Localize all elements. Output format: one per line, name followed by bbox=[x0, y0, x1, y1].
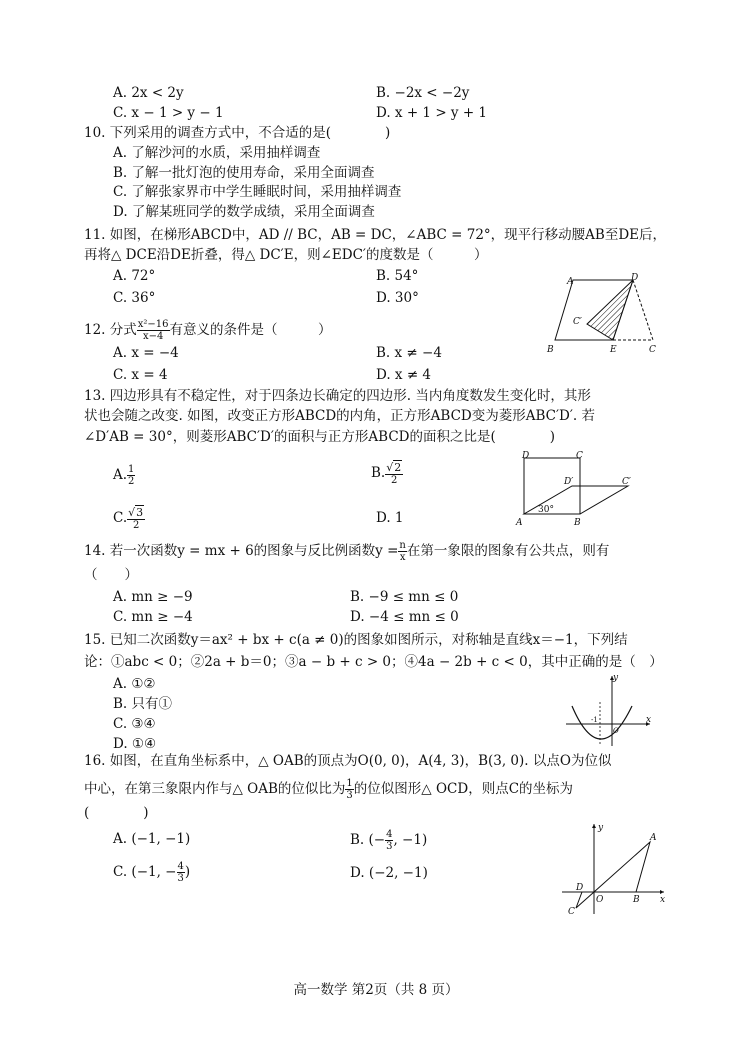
label-c-prime: C′ bbox=[573, 317, 582, 327]
label-c: C bbox=[576, 451, 583, 461]
label-minus-one: -1 bbox=[591, 716, 598, 724]
q13-option-c-num: √3 bbox=[128, 505, 144, 519]
q11-stem-line1: 11. 如图，在梯形ABCD中，AD // BC，AB = DC，∠ABC = 72°，现平行移动腰AB至DE后， bbox=[84, 227, 667, 243]
q15-option-d: D. ①④ bbox=[113, 736, 157, 752]
q16-ratio-num: 1 bbox=[346, 778, 353, 789]
q10-option-d: D. 了解某班同学的数学成绩，采用全面调查 bbox=[113, 204, 375, 220]
q12-stem-pre: 12. 分式 bbox=[84, 322, 137, 338]
q13-option-b-den: 2 bbox=[391, 474, 398, 486]
q16-option-c-frac bbox=[177, 861, 185, 884]
q12-option-b: B. x ≠ −4 bbox=[376, 345, 442, 361]
q16-stem-line1: 16. 如图，在直角坐标系中，△ OAB的顶点为O(0, 0)，A(4, 3)，B(3, 0). 以点O为位似 bbox=[84, 753, 612, 769]
label-c: C bbox=[568, 907, 575, 916]
q14-frac-den: x bbox=[399, 552, 406, 563]
q13-stem-line1: 13. 四边形具有不稳定性，对于四条边长确定的四边形. 当内角度数发生变化时，其形 bbox=[84, 388, 591, 404]
parabola-figure bbox=[562, 672, 654, 752]
q16-stem-pre: 中心，在第三象限内作与△ OAB的位似比为 bbox=[84, 781, 346, 797]
q15-option-c: C. ③④ bbox=[113, 716, 156, 732]
q11-stem-line2: 再将△ DCE沿DE折叠，得△ DC′E，则∠EDC′的度数是（ ） bbox=[84, 247, 488, 263]
q16-option-d: D. (−2, −1) bbox=[350, 865, 428, 881]
label-origin: O bbox=[613, 727, 619, 735]
trapezoid-figure bbox=[543, 272, 663, 360]
rhombus-figure bbox=[514, 450, 640, 530]
q10-stem: 10. 下列采用的调查方式中，不合适的是( ) bbox=[84, 125, 391, 141]
q13-option-a-num: 1 bbox=[128, 464, 135, 475]
q13-option-a-frac bbox=[127, 464, 135, 487]
q16-ratio bbox=[345, 778, 353, 801]
q14-stem-line2: （ ） bbox=[84, 567, 138, 583]
label-angle: 30° bbox=[538, 505, 554, 515]
q13-option-b-num: √2 bbox=[386, 460, 402, 474]
axis-label-y: y bbox=[598, 823, 604, 833]
label-a: A bbox=[650, 833, 657, 843]
q13-option-a-label: A. bbox=[113, 467, 128, 483]
label-d: D bbox=[631, 273, 639, 283]
q11-option-b: B. 54° bbox=[376, 268, 419, 284]
q12-frac-den: x−4 bbox=[142, 331, 164, 342]
q13-option-c bbox=[113, 503, 145, 533]
q14-option-b: B. −9 ≤ mn ≤ 0 bbox=[350, 589, 459, 605]
axis-label-y: y bbox=[613, 673, 619, 683]
q13-option-a-den: 2 bbox=[128, 476, 135, 487]
q15-option-a: A. ①② bbox=[113, 676, 156, 692]
q9-option-c: C. x − 1 > y − 1 bbox=[113, 105, 224, 121]
label-a: A bbox=[516, 518, 523, 528]
label-c-prime: C′ bbox=[622, 477, 631, 487]
q13-option-c-frac bbox=[127, 507, 145, 531]
q16-option-c bbox=[113, 857, 190, 887]
q12-stem-post: 有意义的条件是（ ） bbox=[169, 322, 332, 338]
q12-fraction bbox=[137, 319, 170, 342]
q9-option-d: D. x + 1 > y + 1 bbox=[376, 105, 488, 121]
q10-option-a: A. 了解沙河的水质，采用抽样调查 bbox=[113, 145, 321, 161]
q11-option-d: D. 30° bbox=[376, 290, 419, 306]
q16-option-a: A. (−1, −1) bbox=[113, 831, 191, 847]
label-d: D bbox=[522, 451, 530, 461]
label-c: C bbox=[649, 345, 656, 355]
q14-option-a: A. mn ≥ −9 bbox=[113, 589, 193, 605]
q16-stem-line2 bbox=[84, 774, 573, 804]
q10-option-c: C. 了解张家界市中学生睡眠时间，采用抽样调查 bbox=[113, 184, 402, 200]
q12-option-a: A. x = −4 bbox=[113, 345, 179, 361]
q14-stem-post: 在第一象限的图象有公共点，则有 bbox=[406, 543, 610, 559]
label-e: E bbox=[610, 345, 617, 355]
q14-option-c: C. mn ≥ −4 bbox=[113, 609, 193, 625]
q13-option-b-radicand: 2 bbox=[394, 460, 402, 474]
q12-option-d: D. x ≠ 4 bbox=[376, 367, 432, 383]
q15-stem-line1: 15. 已知二次函数y＝ax² + bx + c(a ≠ 0)的图象如图所示，对称轴是直线x＝−1，下列结 bbox=[84, 632, 628, 648]
q12-stem bbox=[84, 315, 332, 345]
label-b: B bbox=[633, 895, 640, 905]
q14-option-d: D. −4 ≤ mn ≤ 0 bbox=[350, 609, 459, 625]
q16-stem-line3: ( ) bbox=[84, 805, 149, 821]
q12-frac-num: x²−16 bbox=[137, 319, 169, 330]
axis-label-x: x bbox=[646, 715, 652, 725]
q16-option-b bbox=[350, 825, 427, 855]
q14-frac-num: n bbox=[399, 540, 406, 551]
q13-option-c-radicand: 3 bbox=[136, 505, 144, 519]
q13-option-c-den: 2 bbox=[132, 519, 140, 531]
q14-stem-pre: 14. 若一次函数y = mx + 6的图象与反比例函数y = bbox=[84, 543, 399, 559]
q11-option-c: C. 36° bbox=[113, 290, 156, 306]
label-a: A bbox=[567, 277, 574, 287]
q11-option-a: A. 72° bbox=[113, 268, 156, 284]
label-d: D bbox=[576, 883, 584, 893]
q13-stem-line3: ∠D′AB = 30°，则菱形ABC′D′的面积与正方形ABCD的面积之比是( ) bbox=[84, 429, 556, 445]
label-o: O bbox=[596, 895, 604, 905]
q16-option-b-den: 3 bbox=[386, 841, 393, 852]
q16-option-c-num: 4 bbox=[177, 861, 184, 872]
q9-option-a: A. 2x < 2y bbox=[113, 85, 184, 101]
q13-stem-line2: 状也会随之改变. 如图，改变正方形ABCD的内角，正方形ABCD变为菱形ABC′D′. 若 bbox=[84, 408, 596, 424]
q16-stem-post: 的位似图形△ OCD，则点C的坐标为 bbox=[353, 781, 574, 797]
q15-stem-line2: 论：①abc < 0；②2a + b＝0；③a − b + c > 0；④4a − 2b + c < 0，其中正确的是（ ） bbox=[84, 654, 663, 670]
label-d-prime: D′ bbox=[564, 477, 574, 487]
label-b: B bbox=[547, 345, 554, 355]
label-b: B bbox=[574, 518, 581, 528]
q16-option-b-pre: B. (− bbox=[350, 832, 386, 848]
q10-option-b: B. 了解一批灯泡的使用寿命，采用全面调查 bbox=[113, 165, 375, 181]
q12-option-c: C. x = 4 bbox=[113, 367, 168, 383]
q14-stem-line1 bbox=[84, 536, 609, 566]
q9-option-b: B. −2x < −2y bbox=[376, 85, 470, 101]
q14-fraction bbox=[398, 540, 406, 563]
q16-option-c-pre: C. (−1, − bbox=[113, 864, 177, 880]
q13-option-b-label: B. bbox=[371, 465, 386, 481]
q16-option-b-num: 4 bbox=[386, 829, 393, 840]
q16-option-c-post: ) bbox=[184, 864, 191, 880]
q13-option-c-label: C. bbox=[113, 510, 128, 526]
axis-label-x: x bbox=[660, 895, 666, 905]
q16-option-c-den: 3 bbox=[177, 873, 184, 884]
q16-option-b-post: , −1) bbox=[393, 832, 428, 848]
q13-option-b bbox=[371, 458, 403, 488]
q13-option-d: D. 1 bbox=[376, 510, 404, 526]
q13-option-b-frac bbox=[385, 462, 403, 486]
q15-option-b: B. 只有① bbox=[113, 696, 173, 712]
q16-ratio-den: 3 bbox=[346, 790, 353, 801]
coordinate-figure bbox=[560, 820, 668, 916]
q13-option-a bbox=[113, 462, 135, 488]
page-footer: 高一数学 第2页（共 8 页） bbox=[293, 982, 459, 998]
